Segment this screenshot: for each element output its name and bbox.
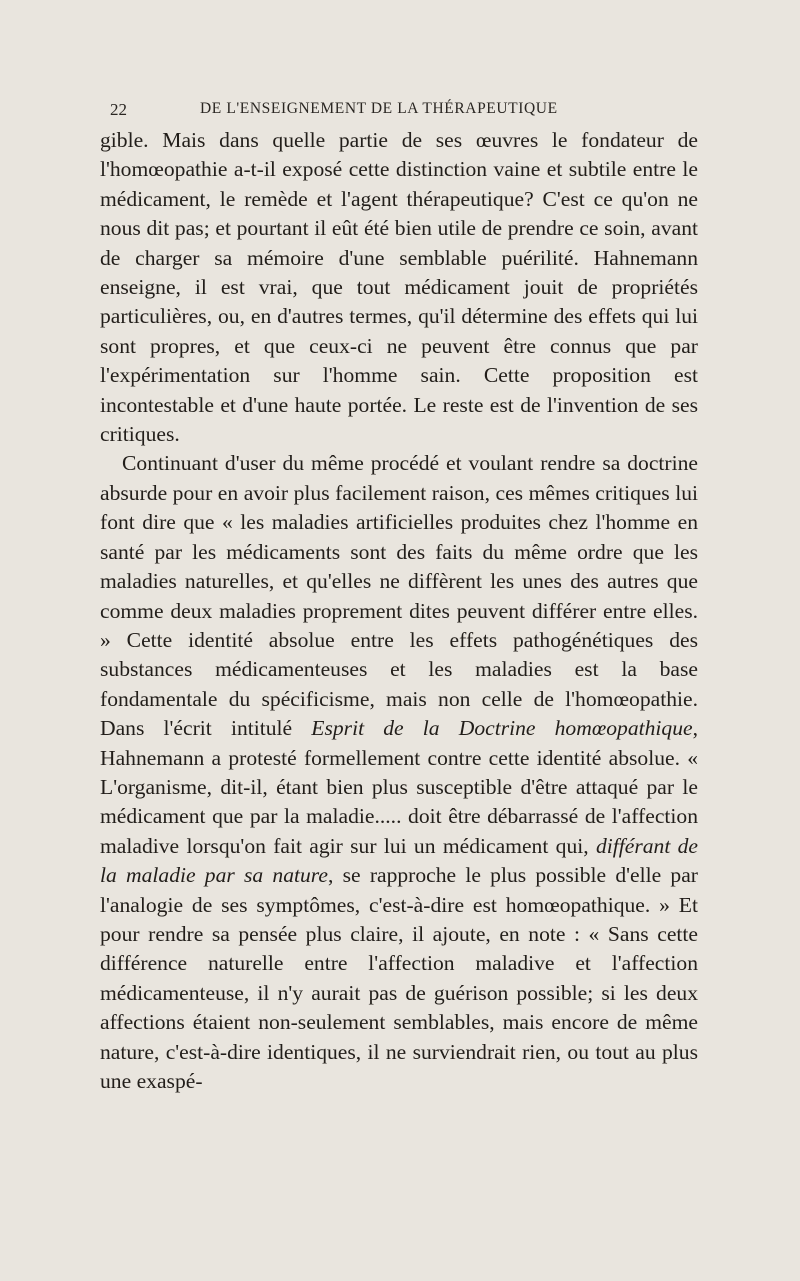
running-title: DE L'ENSEIGNEMENT DE LA THÉRAPEUTIQUE <box>200 100 558 117</box>
page-number: 22 <box>110 100 127 119</box>
book-title: Esprit de la Doctrine homœopathique <box>311 716 693 741</box>
text-segment: , se rapproche le plus possible d'elle par l'analogie de ses symptômes, c'est-à-dire est homœopathique. » Et pour rendre sa pensée plus claire, il ajoute, en note : « Sans cette différence naturelle entre l'affection maladive et l'affection médicamenteuse, il n'y aurait pas de guérison possible; si les deux affections étaient non-seulement semblables, mais encore de même nature, c'est-à-dire identiques, il ne surviendrait rien, ou tout au plus une exaspé- <box>100 863 698 1093</box>
italic-phrase: différant de la maladie par sa nature <box>100 833 698 888</box>
text-segment: Continuant d'user du même procédé et voulant rendre sa doctrine absurde pour en avoir plus facilement raison, ces mêmes critiques lui font dire que « les maladies artificielles produites chez l'homme en santé par les médicaments sont des faits du même ordre que les maladies naturelles, et qu'elles ne diffèrent les unes des autres que comme deux maladies proprement dites peuvent différer entre elles. » Cette identité absolue entre les effets pathogénétiques des substances médicamenteuses et les maladies est la base fondamentale du spécificisme, mais non celle de l'homœopathie. Dans l'écrit intitulé <box>100 451 698 741</box>
body-text <box>100 126 698 1096</box>
paragraph: gible. Mais dans quelle partie de ses œuvres le fondateur de l'homœopathie a-t-il exposé cette distinction vaine et subtile entre le médicament, le remède et l'agent thérapeutique? C'est ce qu'on ne nous dit pas; et pourtant il eût été bien utile de prendre ce soin, avant de charger sa mémoire d'une semblable puérilité. Hahnemann enseigne, il est vrai, que tout médicament jouit de propriétés particulières, ou, en d'autres termes, qu'il détermine des effets qui lui sont propres, et que ceux-ci ne peuvent être connus que par l'expérimentation sur l'homme sain. Cette proposition est incontestable et d'une haute portée. Le reste est de l'invention de ses critiques. <box>100 128 698 447</box>
paragraph <box>100 449 698 1096</box>
text-segment: , Hahnemann a protesté formellement contre cette identité absolue. « L'organisme, dit-il, étant bien plus susceptible d'être attaqué par le médicament que par la maladie..... doit être débarrassé de l'affection maladive lorsqu'on fait agir sur lui un médicament qui, <box>100 716 699 858</box>
page-header <box>108 100 698 122</box>
